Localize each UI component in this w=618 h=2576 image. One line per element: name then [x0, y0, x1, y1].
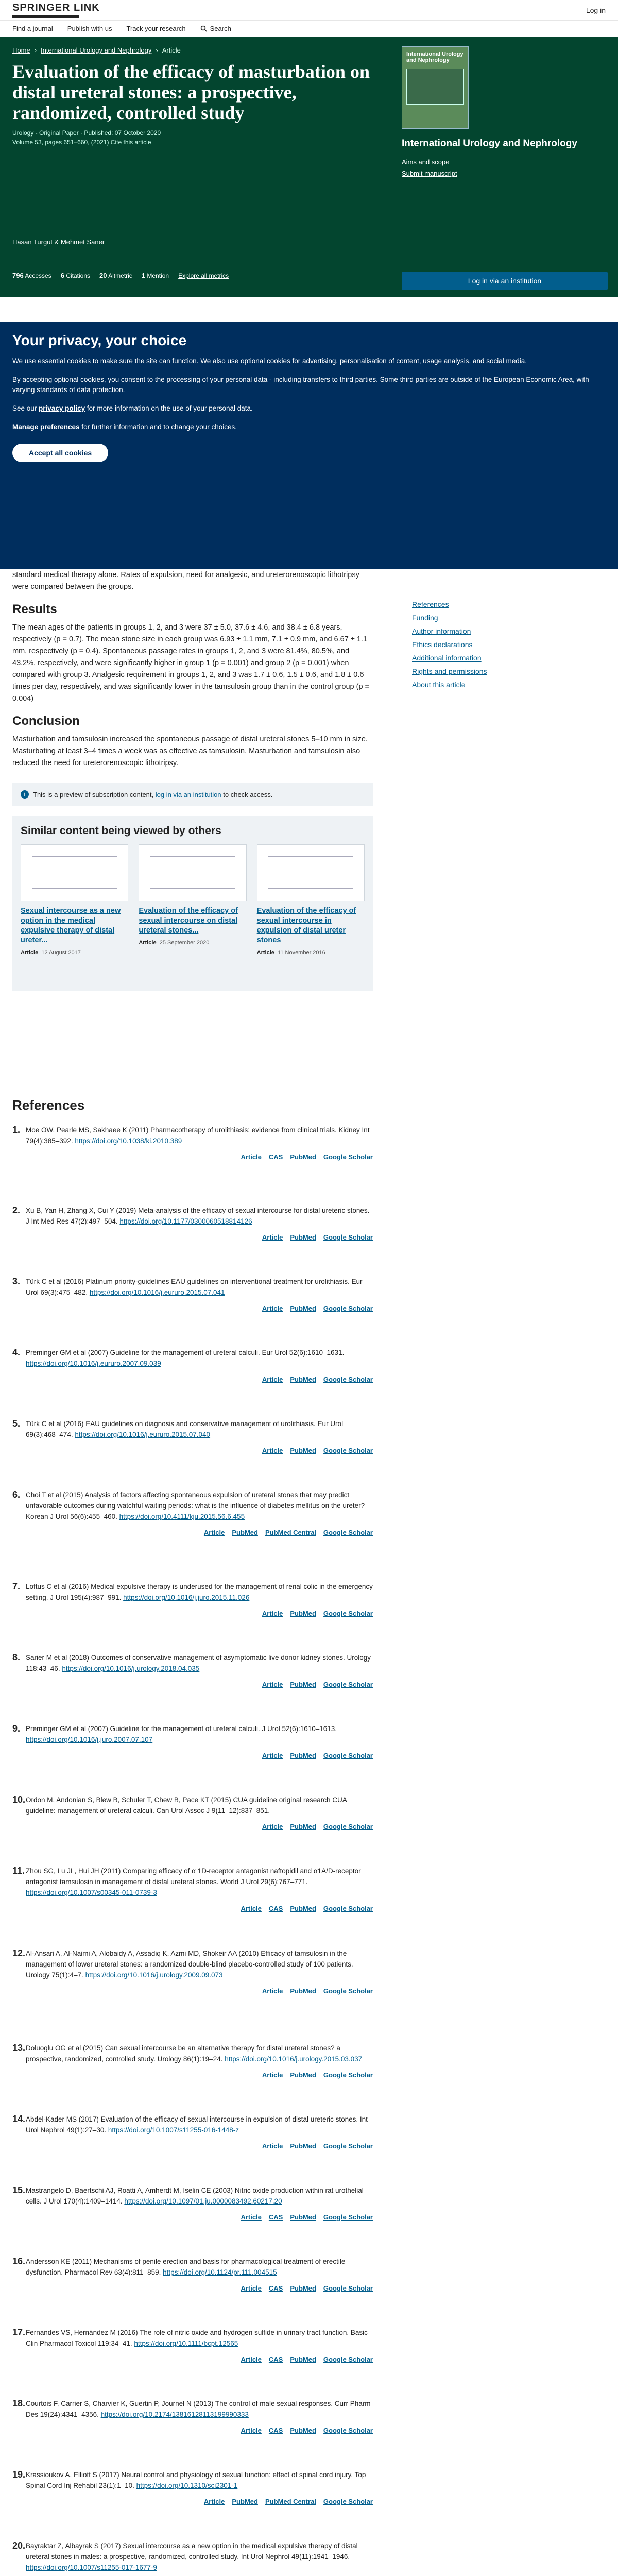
access-notice-lead: This is a preview of subscription content, [33, 790, 156, 799]
similar-card-thumbnail [257, 844, 365, 901]
reference-body [26, 1276, 373, 1347]
sidebar-item-rights[interactable]: Rights and permissions [412, 667, 487, 675]
cookie-text-4-tail: for further information and to change your choices. [79, 423, 237, 431]
journal-panel [402, 46, 608, 179]
access-notice-tail: to check access. [221, 790, 273, 799]
reference-links [26, 2354, 373, 2365]
journal-cover-image [406, 69, 464, 105]
similar-card[interactable] [257, 844, 365, 956]
reference-text: Xu B, Yan H, Zhang X, Cui Y (2019) Meta-analysis of the efficacy of sexual intercourse for distal ureteric stones. J Int Med Res 47(2):497–504. [26, 1207, 370, 1225]
reference-item [12, 1347, 373, 1418]
similar-content [12, 816, 373, 991]
search-label: Search [210, 25, 231, 32]
reference-doi-link[interactable]: https://doi.org/10.1016/j.juro.2007.07.107 [26, 1736, 153, 1743]
reference-article-link[interactable]: Article [241, 2284, 262, 2292]
reference-doi-link[interactable]: https://doi.org/10.1007/s11255-016-1448-z [108, 2126, 239, 2134]
reference-links [26, 1903, 373, 1914]
reference-google-scholar-link[interactable]: Google Scholar [323, 1304, 373, 1312]
reference-google-scholar-link[interactable]: Google Scholar [323, 1681, 373, 1688]
reference-text: Courtois F, Carrier S, Charvier K, Guertin P, Journel N (2013) The control of male sexual responses. Curr Pharm Des 19(24):4341–4356. [26, 2400, 371, 2418]
reference-pubmed-link[interactable]: PubMed [290, 1681, 316, 1688]
logo-text: SPRINGER LINK [12, 2, 100, 13]
reference-pubmed-link[interactable]: PubMed [290, 1823, 316, 1831]
sidebar-item-funding[interactable]: Funding [412, 614, 438, 622]
reference-google-scholar-link[interactable]: Google Scholar [323, 1153, 373, 1161]
search-icon [200, 25, 207, 32]
reference-item [12, 1125, 373, 1205]
reference-article-link[interactable]: Article [203, 1529, 225, 1536]
breadcrumb-separator: › [156, 46, 158, 54]
mentions-count: 1 [141, 272, 146, 279]
reference-number: 17. [12, 2327, 26, 2337]
logo-bar [12, 15, 79, 18]
reference-item [12, 1489, 373, 1581]
similar-card-date: 25 September 2020 [159, 940, 210, 946]
page-title: Evaluation of the efficacy of masturbation on distal ureteral stones: a prospective, randomized, controlled study [12, 61, 370, 123]
reference-article-link[interactable]: Article [262, 1304, 283, 1312]
reference-number: 14. [12, 2114, 26, 2124]
references-heading: References [12, 1097, 85, 1113]
reference-doi-link[interactable]: https://doi.org/10.1038/ki.2010.389 [75, 1137, 182, 1145]
reference-pubmed-link[interactable]: PubMed [290, 2071, 316, 2079]
article-sidebar-nav [412, 598, 592, 691]
article-volume: Volume 53, pages 651–660, (2021) Cite this article [12, 139, 151, 146]
reference-pubmed-link[interactable]: PubMed [290, 2355, 316, 2363]
reference-google-scholar-link[interactable]: Google Scholar [323, 1752, 373, 1759]
reference-body [26, 2114, 373, 2185]
reference-cas-link[interactable]: CAS [268, 2284, 283, 2292]
reference-links [26, 2283, 373, 2294]
reference-links [26, 1986, 373, 1996]
sidebar-item-about[interactable]: About this article [412, 681, 466, 689]
reference-pubmed-link[interactable]: PubMed [290, 1376, 316, 1383]
reference-item [12, 2469, 373, 2540]
reference-links [26, 1151, 373, 1162]
reference-body [26, 1347, 373, 1418]
reference-cas-link[interactable]: CAS [268, 2427, 283, 2434]
reference-doi-link[interactable]: https://doi.org/10.4111/kju.2015.56.6.455 [119, 1513, 245, 1520]
reference-article-link[interactable]: Article [262, 1233, 283, 1241]
breadcrumb-current: Article [162, 46, 181, 54]
reference-pubmed-link[interactable]: PubMed [290, 1905, 316, 1912]
reference-doi-link[interactable]: https://doi.org/10.1016/j.urology.2009.09.073 [85, 1971, 223, 1979]
login-link[interactable]: Log in [586, 6, 606, 14]
reference-body [26, 2469, 373, 2540]
reference-pubmed-link[interactable]: PubMed [290, 1153, 316, 1161]
reference-text: Türk C et al (2016) Platinum priority-guidelines EAU guidelines on interventional treatment for urolithiasis. Eur Urol 69(3):475–482. [26, 1278, 363, 1296]
cookie-text-3 [12, 403, 605, 414]
reference-article-link[interactable]: Article [262, 2071, 283, 2079]
reference-number: 9. [12, 1723, 21, 1734]
reference-number: 11. [12, 1866, 25, 1876]
reference-links [26, 1527, 373, 1538]
reference-body [26, 1489, 373, 1581]
aims-scope-link[interactable]: Aims and scope [402, 158, 450, 166]
cookie-text-3-tail: for more information on the use of your personal data. [85, 404, 253, 412]
reference-pubmed-link[interactable]: PubMed [290, 2284, 316, 2292]
privacy-policy-link[interactable]: privacy policy [39, 404, 85, 412]
reference-item [12, 2327, 373, 2398]
reference-body [26, 1125, 373, 1205]
reference-article-link[interactable]: Article [262, 1752, 283, 1759]
reference-text: Bayraktar Z, Albayrak S (2017) Sexual intercourse as a new option in the medical expulsive therapy of distal ureteral stones in males: a prospective, randomized, controlled study. Int Urol Nephrol 49(11):1941–1946. [26, 2542, 358, 2561]
similar-card-date: 12 August 2017 [41, 950, 81, 956]
reference-item [12, 2043, 373, 2114]
references-section [12, 1097, 373, 2576]
article-body [12, 569, 373, 991]
reference-google-scholar-link[interactable]: Google Scholar [323, 2071, 373, 2079]
reference-pubmed-link[interactable]: PubMed [290, 1304, 316, 1312]
reference-cas-link[interactable]: CAS [268, 2355, 283, 2363]
reference-body [26, 1205, 373, 1276]
author-list[interactable]: Hasan Turgut & Mehmet Saner [12, 238, 105, 246]
article-header [0, 37, 618, 297]
similar-card-title[interactable]: Evaluation of the efficacy of sexual intercourse on distal ureteral stones... [139, 907, 238, 935]
reference-doi-link[interactable]: https://doi.org/10.1016/j.urology.2018.04.035 [62, 1665, 200, 1672]
reference-doi-link[interactable]: https://doi.org/10.1124/pr.111.004515 [163, 2268, 277, 2276]
citations-metric[interactable] [61, 272, 90, 279]
reference-google-scholar-link[interactable]: Google Scholar [323, 2213, 373, 2221]
reference-article-link[interactable]: Article [241, 1153, 262, 1161]
reference-text: Preminger GM et al (2007) Guideline for the management of ureteral calculi. J Urol 52(6):1610–1613. [26, 1725, 337, 1733]
accesses-label: Accesses [25, 272, 52, 279]
similar-card-type: Article [21, 950, 39, 956]
reference-google-scholar-link[interactable]: Google Scholar [323, 1823, 373, 1831]
reference-number: 6. [12, 1489, 21, 1500]
altmetric-metric[interactable] [99, 272, 132, 279]
reference-doi-link[interactable]: https://doi.org/10.1016/j.juro.2015.11.026 [123, 1594, 250, 1601]
reference-pubmed-link[interactable]: PubMed [290, 2427, 316, 2434]
reference-article-link[interactable]: Article [241, 2213, 262, 2221]
reference-body [26, 2398, 373, 2469]
reference-item [12, 1205, 373, 1276]
cookie-text-2: By accepting optional cookies, you consent to the processing of your personal data - including transfers to third parties. Some third parties are outside of the European Economic Area, with varying standards of data protection. [12, 376, 589, 394]
reference-text: Loftus C et al (2016) Medical expulsive therapy is underused for the management of renal colic in the emergency setting. J Urol 195(4):987–991. [26, 1583, 373, 1601]
logo[interactable] [12, 2, 100, 18]
reference-body [26, 1581, 373, 1652]
reference-text: Fernandes VS, Hernández M (2016) The role of nitric oxide and hydrogen sulfide in urinary tract function. Basic Clin Pharmacol Toxicol 119:34–41. [26, 2329, 368, 2347]
track-research-link[interactable]: Track your research [126, 25, 186, 32]
reference-text: Doluoglu OG et al (2015) Can sexual intercourse be an alternative therapy for distal ureteral stones? a prospective, randomized, controlled study. Urology 86(1):19–24. [26, 2044, 340, 2063]
reference-number: 15. [12, 2185, 26, 2195]
reference-doi-link[interactable]: https://doi.org/10.1016/j.eururo.2015.07.041 [89, 1289, 225, 1296]
reference-google-scholar-link[interactable]: Google Scholar [323, 2427, 373, 2434]
reference-pubmed-central-link[interactable]: PubMed Central [265, 1529, 316, 1536]
reference-doi-link[interactable]: https://doi.org/10.1310/sci2301-1 [136, 2482, 238, 2489]
journal-links [402, 157, 608, 179]
reference-pubmed-link[interactable]: PubMed [290, 1987, 316, 1995]
similar-card-title[interactable]: Evaluation of the efficacy of sexual intercourse in expulsion of distal ureter stones [256, 907, 356, 944]
reference-body [26, 2256, 373, 2327]
reference-number: 2. [12, 1205, 21, 1215]
thumbnail-graphic [32, 856, 117, 890]
similar-card-meta [257, 950, 365, 956]
metrics-bar [12, 272, 229, 279]
manage-preferences-link[interactable]: Manage preferences [12, 423, 80, 431]
reference-doi-link[interactable]: https://doi.org/10.1016/j.eururo.2007.09.039 [26, 1360, 161, 1367]
sidebar-item-references[interactable]: References [412, 600, 449, 608]
reference-item [12, 2185, 373, 2256]
conclusion-text: Masturbation and tamsulosin increased the spontaneous passage of distal ureteral stones 5–10 mm in size. Masturbating at least 3–4 times a week was as effective as tamsulosin. Masturbation and tamsulosin also reduced the need for ureterorenoscopic lithotripsy. [12, 735, 368, 767]
access-notice-text [33, 791, 272, 799]
accept-cookies-button[interactable]: Accept all cookies [12, 444, 108, 462]
reference-body [26, 1418, 373, 1489]
reference-article-link[interactable]: Article [241, 1905, 262, 1912]
breadcrumb-home[interactable]: Home [12, 46, 30, 54]
sidebar-item-author-information[interactable]: Author information [412, 627, 471, 635]
reference-pubmed-link[interactable]: PubMed [290, 2142, 316, 2150]
reference-item [12, 2540, 373, 2576]
results-text: The mean ages of the patients in groups 1, 2, and 3 were 37 ± 5.0, 37.6 ± 4.6, and 38.4 ± 6.8 years, respectively (p = 0.7). The mean stone size in each group was 6.93 ± 1.1 mm, 7.1 ± 0.9 mm, and 6.67 ± 1.1 mm, respectively (p = 0.4). Spontaneous passage rates in groups 1, 2, and 3 were 81.4%, 80.5%, and 43.2%, respectively, and were significantly higher in group 1 (p = 0.001) and group 2 (p = 0.001) when compared with group 3. Analgesic requirement in groups 1, 2, and 3 was 1.7 ± 0.6, 1.5 ± 0.6, and 1.8 ± 0.6 times per day, respectively, and was significantly lower in the tamsulosin group than in the control group (p = 0.004) [12, 623, 369, 703]
similar-card-meta [21, 950, 128, 956]
reference-google-scholar-link[interactable]: Google Scholar [323, 2142, 373, 2150]
conclusion-heading: Conclusion [12, 714, 80, 728]
reference-number: 19. [12, 2469, 26, 2480]
reference-doi-link[interactable]: https://doi.org/10.1016/j.eururo.2015.07.040 [75, 1431, 211, 1438]
reference-pubmed-link[interactable]: PubMed [290, 2213, 316, 2221]
reference-text: Preminger GM et al (2007) Guideline for the management of ureteral calculi. Eur Urol 52(6):1610–1631. [26, 1349, 345, 1357]
similar-card-thumbnail [21, 844, 128, 901]
journal-name[interactable]: International Urology and Nephrology [402, 138, 577, 149]
reference-text: Ordon M, Andonian S, Blew B, Schuler T, Chew B, Pace KT (2015) CUA guideline original research CUA guideline: management of ureteral calculi. Can Urol Assoc J 9(11–12):837–851. [26, 1796, 347, 1815]
info-icon: i [21, 790, 29, 799]
reference-text: Choi T et al (2015) Analysis of factors affecting spontaneous expulsion of ureteral stones that may predict unfavorable outcomes during watchful waiting periods: what is the influence of diabetes mellitus on the ureter? Korean J Urol 56(6):455–460. [26, 1491, 365, 1520]
similar-card-title[interactable]: Sexual intercourse as a new option in the medical expulsive therapy of distal ureter... [21, 907, 121, 944]
publish-link[interactable]: Publish with us [67, 25, 112, 32]
reference-item [12, 1581, 373, 1652]
similar-card-thumbnail [139, 844, 246, 901]
reference-google-scholar-link[interactable]: Google Scholar [323, 2284, 373, 2292]
reference-article-link[interactable]: Article [262, 1609, 283, 1617]
reference-article-link[interactable]: Article [241, 2427, 262, 2434]
similar-card[interactable] [21, 844, 128, 956]
reference-pubmed-link[interactable]: PubMed [290, 1233, 316, 1241]
reference-article-link[interactable]: Article [262, 1376, 283, 1383]
reference-doi-link[interactable]: https://doi.org/10.1177/0300060518814126 [119, 1217, 252, 1225]
breadcrumb-separator: › [34, 46, 37, 54]
citations-count: 6 [60, 272, 64, 279]
reference-item [12, 1723, 373, 1794]
reference-cas-link[interactable]: CAS [268, 2213, 283, 2221]
institution-login-link[interactable]: log in via an institution [155, 790, 221, 799]
reference-number: 3. [12, 1276, 21, 1286]
reference-item [12, 1652, 373, 1723]
similar-card[interactable] [139, 844, 246, 956]
search-button[interactable] [200, 25, 231, 32]
institution-login-button[interactable]: Log in via an institution [402, 272, 608, 290]
reference-links [26, 2070, 373, 2080]
reference-pubmed-link[interactable]: PubMed [290, 1752, 316, 1759]
cookie-text-3-lead: See our [12, 404, 39, 412]
reference-links [26, 1750, 373, 1761]
reference-links [26, 1232, 373, 1243]
reference-item [12, 1948, 373, 2043]
reference-text: Al-Ansari A, Al-Naimi A, Alobaidy A, Assadiq K, Azmi MD, Shokeir AA (2010) Efficacy of tamsulosin in the management of lower ureteral stones: a randomized double-blind placebo-controlled study of 100 patients. Urology 75(1):4–7. [26, 1950, 353, 1979]
mentions-label: Mention [147, 272, 169, 279]
reference-doi-link[interactable]: https://doi.org/10.2174/13816128113199990333 [100, 2411, 249, 2418]
reference-body [26, 1948, 373, 2043]
reference-google-scholar-link[interactable]: Google Scholar [323, 1376, 373, 1383]
reference-number: 16. [12, 2256, 26, 2266]
altmetric-count: 20 [99, 272, 107, 279]
similar-content-title: Similar content being viewed by others [21, 825, 221, 837]
reference-item [12, 1418, 373, 1489]
reference-number: 18. [12, 2398, 26, 2409]
reference-text: Zhou SG, Lu JL, Hui JH (2011) Comparing efficacy of α 1D-receptor antagonist naftopidil and α1A/D-receptor antagonist tamsulosin in management of distal ureteral stones. World J Urol 29(6):767–771. [26, 1867, 361, 1886]
reference-links [26, 2496, 373, 2507]
reference-text: Krassioukov A, Elliott S (2017) Neural control and physiology of sexual function: effect of spinal cord injury. Top Spinal Cord Inj Rehabil 23(1):1–10. [26, 2471, 366, 2489]
explore-metrics-link[interactable]: Explore all metrics [178, 272, 229, 279]
results-heading: Results [12, 602, 57, 616]
reference-text: Türk C et al (2016) EAU guidelines on diagnosis and conservative management of urolithiasis. Eur Urol 69(3):468–474. [26, 1420, 344, 1438]
reference-number: 20. [12, 2540, 26, 2551]
reference-google-scholar-link[interactable]: Google Scholar [323, 1233, 373, 1241]
reference-item [12, 2114, 373, 2185]
cookie-text-1: We use essential cookies to make sure the site can function. We also use optional cookies for advertising, personalisation of content, usage analysis, and social media. [12, 357, 527, 365]
reference-body [26, 2185, 373, 2256]
thumbnail-graphic [268, 856, 353, 890]
reference-body [26, 2327, 373, 2398]
sidebar-item-additional-information[interactable]: Additional information [412, 654, 482, 662]
altmetric-label: Altmetric [108, 272, 132, 279]
mentions-metric[interactable] [142, 272, 169, 279]
thumbnail-graphic [150, 856, 235, 890]
breadcrumb-journal[interactable]: International Urology and Nephrology [41, 46, 152, 54]
reference-google-scholar-link[interactable]: Google Scholar [323, 1905, 373, 1912]
reference-body [26, 2043, 373, 2114]
reference-body [26, 1794, 373, 1866]
submit-manuscript-link[interactable]: Submit manuscript [402, 170, 457, 177]
reference-google-scholar-link[interactable]: Google Scholar [323, 1529, 373, 1536]
reference-text: Abdel-Kader MS (2017) Evaluation of the efficacy of sexual intercourse in expulsion of distal ureteric stones. Int Urol Nephrol 49(1):27–30. [26, 2115, 368, 2134]
reference-links [26, 1374, 373, 1385]
cookie-banner [0, 322, 618, 569]
reference-google-scholar-link[interactable]: Google Scholar [323, 1609, 373, 1617]
reference-cas-link[interactable]: CAS [268, 1905, 283, 1912]
reference-doi-link[interactable]: https://doi.org/10.1007/s11255-017-1677-9 [26, 2564, 157, 2571]
reference-links [26, 2212, 373, 2223]
reference-item [12, 2398, 373, 2469]
reference-links [26, 2425, 373, 2436]
citations-label: Citations [66, 272, 90, 279]
reference-pubmed-link[interactable]: PubMed [290, 1609, 316, 1617]
reference-item [12, 1866, 373, 1948]
cookie-text-4 [12, 422, 605, 432]
reference-links [26, 1303, 373, 1314]
reference-body [26, 1866, 373, 1948]
top-bar [0, 0, 618, 21]
reference-links [26, 1679, 373, 1690]
accesses-count: 796 [12, 272, 24, 279]
reference-item [12, 1276, 373, 1347]
reference-doi-link[interactable]: https://doi.org/10.1111/bcpt.12565 [134, 2340, 238, 2347]
reference-number: 7. [12, 1581, 21, 1591]
similar-card-type: Article [256, 950, 274, 956]
reference-cas-link[interactable]: CAS [268, 1153, 283, 1161]
reference-doi-link[interactable]: https://doi.org/10.1007/s00345-011-0739-3 [26, 1889, 157, 1896]
similar-card-date: 11 November 2016 [278, 950, 325, 956]
reference-article-link[interactable]: Article [262, 1447, 283, 1454]
reference-article-link[interactable]: Article [262, 1823, 283, 1831]
reference-text: Sarier M et al (2018) Outcomes of conservative management of asymptomatic live donor kidney stones. Urology 118:43–46. [26, 1654, 371, 1672]
reference-links [26, 1821, 373, 1832]
journal-cover-title: International Urology and Nephrology [406, 51, 464, 63]
reference-article-link[interactable]: Article [262, 1681, 283, 1688]
access-notice [12, 783, 373, 806]
reference-doi-link[interactable]: https://doi.org/10.1016/j.urology.2015.03.037 [225, 2055, 363, 2063]
find-journal-link[interactable]: Find a journal [12, 25, 53, 32]
main-nav [0, 21, 618, 37]
reference-article-link[interactable]: Article [241, 2355, 262, 2363]
abstract-methods-tail: standard medical therapy alone. Rates of expulsion, need for analgesic, and ureterorenoscopic lithotripsy were compared between the groups. [12, 571, 359, 591]
reference-body [26, 1652, 373, 1723]
reference-google-scholar-link[interactable]: Google Scholar [323, 1447, 373, 1454]
reference-number: 12. [12, 1948, 26, 1958]
reference-links [26, 1445, 373, 1456]
reference-pubmed-link[interactable]: PubMed [232, 2498, 258, 2505]
reference-google-scholar-link[interactable]: Google Scholar [323, 1987, 373, 1995]
similar-card-meta [139, 940, 246, 946]
reference-links [26, 1608, 373, 1619]
reference-body [26, 1723, 373, 1794]
sidebar-item-ethics[interactable]: Ethics declarations [412, 640, 473, 649]
article-type-date: Urology - Original Paper · Published: 07 October 2020 [12, 129, 161, 137]
reference-article-link[interactable]: Article [262, 2142, 283, 2150]
reference-number: 5. [12, 1418, 21, 1429]
reference-article-link[interactable]: Article [203, 2498, 225, 2505]
reference-pubmed-link[interactable]: PubMed [290, 1447, 316, 1454]
similar-cards [21, 844, 365, 956]
reference-pubmed-central-link[interactable]: PubMed Central [265, 2498, 316, 2505]
similar-card-type: Article [139, 940, 157, 946]
reference-item [12, 2256, 373, 2327]
reference-number: 1. [12, 1125, 21, 1135]
references-list [12, 1125, 373, 2576]
reference-doi-link[interactable]: https://doi.org/10.1097/01.ju.0000083492.60217.20 [124, 2197, 282, 2205]
journal-cover[interactable] [402, 46, 469, 129]
cookie-title: Your privacy, your choice [12, 332, 187, 348]
reference-text: Mastrangelo D, Baertschi AJ, Roatti A, Amherdt M, Iselin CE (2003) Nitric oxide production within rat urothelial cells. J Urol 170(4):1409–1414. [26, 2187, 364, 2205]
reference-number: 4. [12, 1347, 21, 1358]
reference-pubmed-link[interactable]: PubMed [232, 1529, 258, 1536]
reference-text: Andersson KE (2011) Mechanisms of penile erection and basis for pharmacological treatment of erectile dysfunction. Pharmacol Rev 63(4):811–859. [26, 2258, 346, 2276]
reference-item [12, 1794, 373, 1866]
reference-text: Moe OW, Pearle MS, Sakhaee K (2011) Pharmacotherapy of urolithiasis: evidence from clinical trials. Kidney Int 79(4):385–392. [26, 1126, 370, 1145]
reference-google-scholar-link[interactable]: Google Scholar [323, 2498, 373, 2505]
reference-google-scholar-link[interactable]: Google Scholar [323, 2355, 373, 2363]
reference-article-link[interactable]: Article [262, 1987, 283, 1995]
reference-body [26, 2540, 373, 2576]
reference-links [26, 2141, 373, 2151]
reference-number: 10. [12, 1794, 26, 1805]
reference-number: 8. [12, 1652, 21, 1663]
reference-number: 13. [12, 2043, 26, 2053]
accesses-metric [12, 272, 52, 279]
